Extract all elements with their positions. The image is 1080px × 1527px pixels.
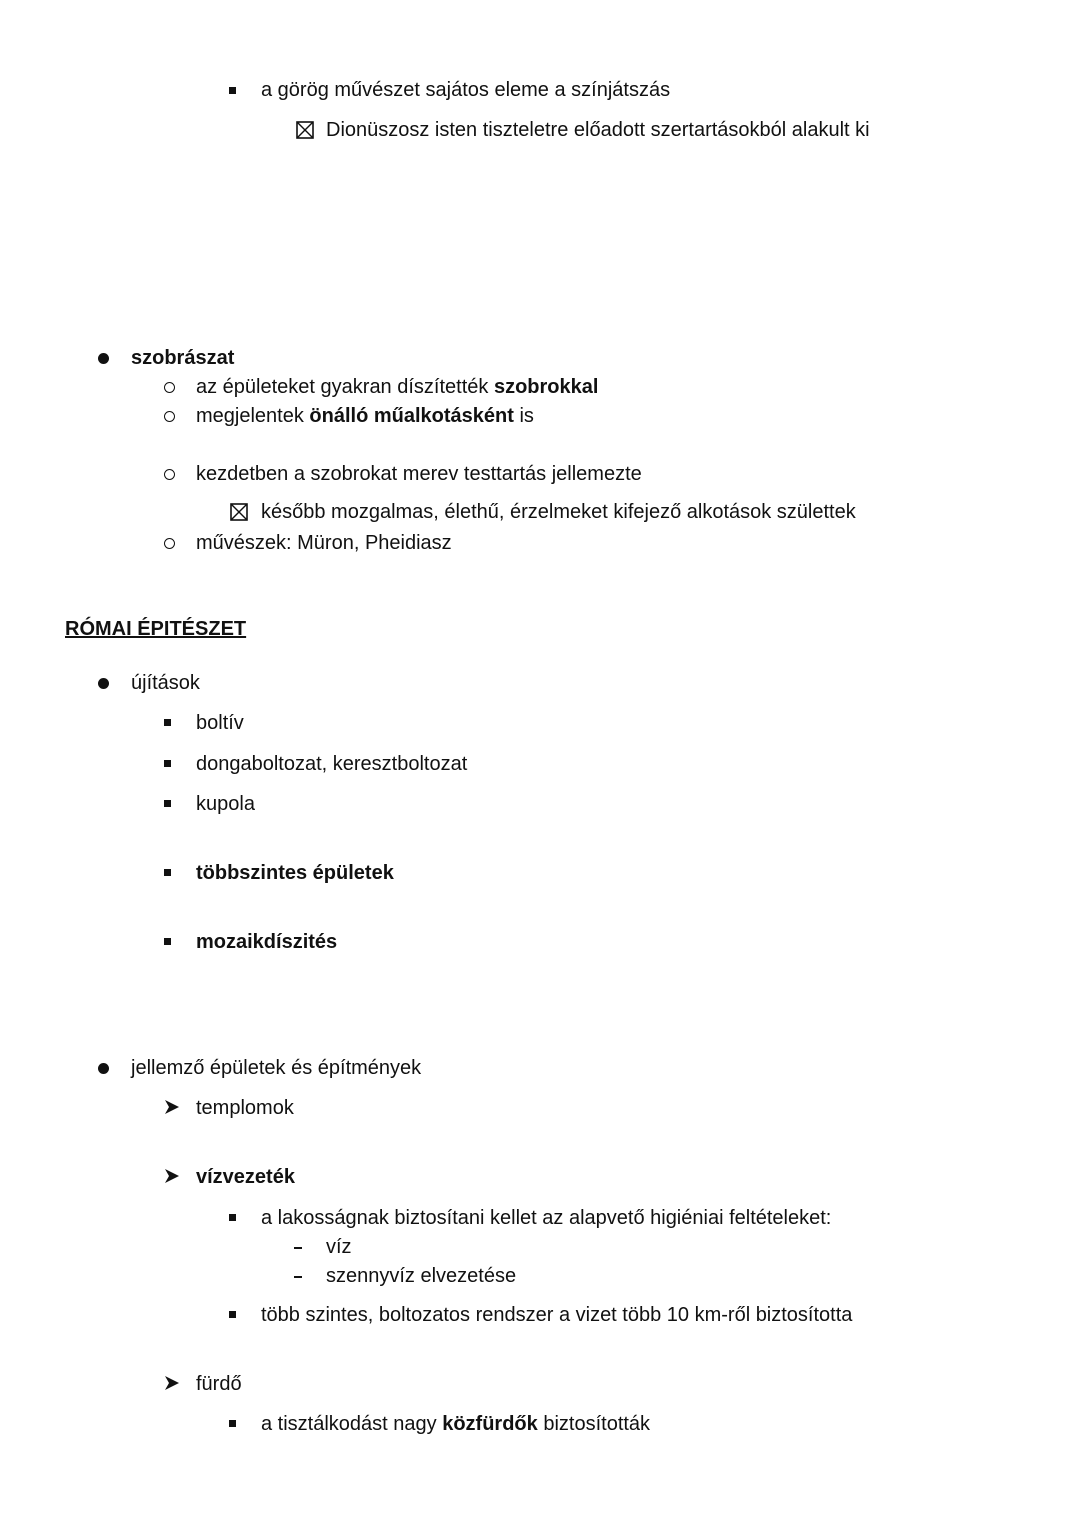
arrow-bullet-icon (164, 1375, 180, 1391)
list-item: a görög művészet sajátos eleme a színjátszás (261, 79, 671, 101)
list-item: fürdő (196, 1373, 242, 1395)
list-item: az épületeket gyakran díszítették szobrokkal (196, 376, 599, 398)
list-item: boltív (196, 712, 244, 734)
bullet-dot-icon (98, 678, 109, 689)
bullet-square-icon (164, 719, 171, 726)
list-item: a lakosságnak biztosítani kellet az alapvető higiéniai feltételeket: (261, 1207, 832, 1229)
list-item: mozaikdíszités (196, 931, 338, 953)
list-item: víz (326, 1236, 352, 1258)
arrow-bullet-icon (164, 1168, 180, 1184)
section-title: szobrászat (131, 347, 235, 369)
bullet-circle-icon (164, 538, 175, 549)
list-item: szennyvíz elvezetése (326, 1265, 517, 1287)
bullet-square-icon (164, 800, 171, 807)
bullet-circle-icon (164, 411, 175, 422)
bullet-square-icon (164, 938, 171, 945)
list-item: többszintes épületek (196, 862, 394, 884)
list-item: Dionüszosz isten tiszteletre előadott szertartásokból alakult ki (326, 119, 870, 141)
list-item: vízvezeték (196, 1166, 295, 1188)
list-item: később mozgalmas, élethű, érzelmeket kifejező alkotások születtek (261, 501, 856, 523)
section-heading: RÓMAI ÉPITÉSZET (65, 618, 247, 640)
checkbox-x-icon (296, 121, 314, 139)
list-item: kupola (196, 793, 255, 815)
bullet-circle-icon (164, 469, 175, 480)
bullet-circle-icon (164, 382, 175, 393)
list-item: a tisztálkodást nagy közfürdők biztosították (261, 1413, 651, 1435)
list-item: kezdetben a szobrokat merev testtartás jellemezte (196, 463, 642, 485)
list-item: megjelentek önálló műalkotásként is (196, 405, 534, 427)
dash-bullet-icon (294, 1247, 302, 1249)
bullet-square-icon (164, 760, 171, 767)
bullet-square-icon (229, 1420, 236, 1427)
bullet-square-icon (229, 1311, 236, 1318)
section-title: jellemző épületek és építmények (131, 1057, 422, 1079)
bullet-dot-icon (98, 1063, 109, 1074)
bullet-square-icon (229, 1214, 236, 1221)
list-item: dongaboltozat, keresztboltozat (196, 753, 468, 775)
bullet-dot-icon (98, 353, 109, 364)
section-title: újítások (131, 672, 200, 694)
list-item: művészek: Müron, Pheidiasz (196, 532, 452, 554)
bullet-square-icon (229, 87, 236, 94)
arrow-bullet-icon (164, 1099, 180, 1115)
dash-bullet-icon (294, 1276, 302, 1278)
checkbox-x-icon (230, 503, 248, 521)
list-item: templomok (196, 1097, 294, 1119)
list-item: több szintes, boltozatos rendszer a vizet több 10 km-ről biztosította (261, 1304, 853, 1326)
bullet-square-icon (164, 869, 171, 876)
